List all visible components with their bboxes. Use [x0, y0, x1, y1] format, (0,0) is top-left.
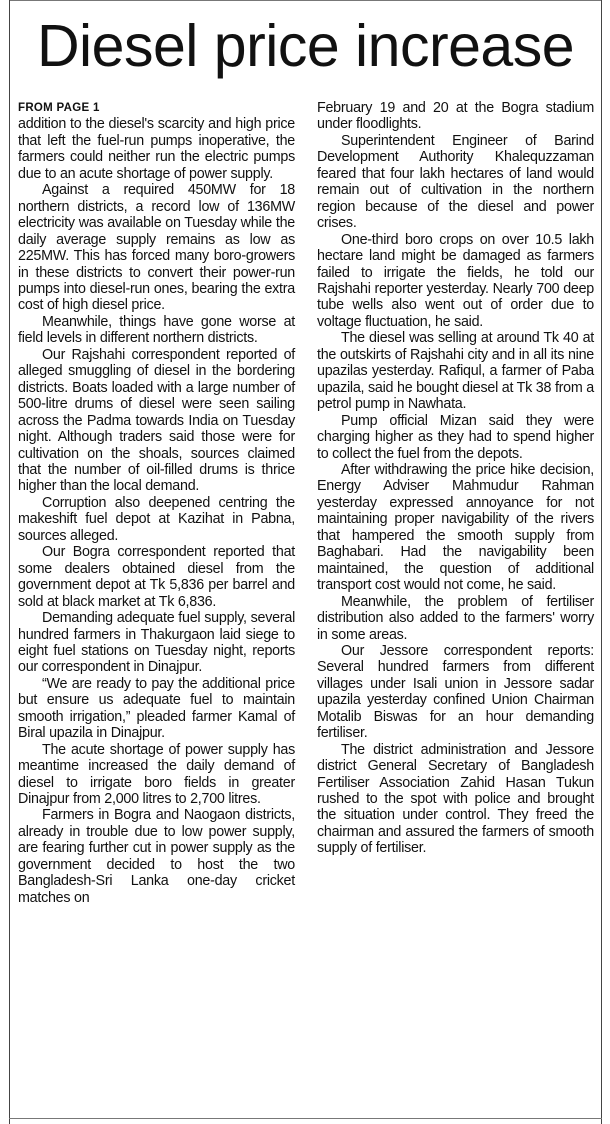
kicker: FROM PAGE 1 — [18, 102, 100, 114]
paragraph: Our Rajshahi correspondent reported of alleged smuggling of diesel in the bordering districts. Boats loaded with a large number of 500-litre drums of diesel were seen sailing across the Padma towards India on Tuesday night. Although traders said those were for cultivation on the shoals, sources claimed that the number of oil-filled drums is thrice higher than the local demand. — [18, 346, 295, 495]
paragraph: Pump official Mizan said they were charging higher as they had to spend higher to collect the fuel from the depots. — [317, 412, 594, 462]
paragraph: addition to the diesel's scarcity and high price that left the fuel-run pumps inoperative, the farmers could neither run the electric pumps due to an acute shortage of power supply. — [18, 116, 295, 182]
paragraph: The diesel was selling at around Tk 40 at the outskirts of Rajshahi city and in all its nine upazilas yesterday. Rafiqul, a farmer of Paba upazila, said he bought diesel at Tk 38 from a petrol pump in Nawhata. — [317, 330, 594, 413]
paragraph: Our Bogra correspondent reported that some dealers obtained diesel from the government depot at Tk 5,836 per barrel and sold at black market at Tk 6,836. — [18, 544, 295, 610]
paragraph: Meanwhile, the problem of fertiliser distribution also added to the farmers' worry in some areas. — [317, 593, 594, 643]
paragraph: Our Jessore correspondent reports: Several hundred farmers from different villages under Isali union in Jessore sadar upazila yesterday confined Union Chairman Motalib Biswas for an hour demanding fertiliser. — [317, 642, 594, 742]
right-column — [317, 100, 594, 857]
paragraph: Demanding adequate fuel supply, several hundred farmers in Thakurgaon laid siege to eight fuel stations on Tuesday night, reports our correspondent in Dinajpur. — [18, 610, 295, 676]
right-border — [601, 0, 602, 1124]
paragraph: Superintendent Engineer of Barind Development Authority Khalequzzaman feared that four lakh hectares of land would remain out of cultivation in the northern region because of the diesel and power crises. — [317, 132, 594, 232]
left-border — [9, 0, 10, 1124]
paragraph: Meanwhile, things have gone worse at field levels in different northern districts. — [18, 313, 295, 347]
paragraph: February 19 and 20 at the Bogra stadium under floodlights. — [317, 100, 594, 133]
paragraph: One-third boro crops on over 10.5 lakh hectare land might be damaged as farmers failed to irrigate the fields, he told our Rajshahi reporter yesterday. Nearly 700 deep tube wells also went out of order due to voltage fluctuation, he said. — [317, 231, 594, 330]
paragraph: Corruption also deepened centring the makeshift fuel depot at Kazihat in Pabna, sources alleged. — [18, 494, 295, 544]
paragraph: “We are ready to pay the additional price but ensure us adequate fuel to maintain smooth irrigation,” pleaded farmer Kamal of Biral upazila in Dinajpur. — [18, 675, 295, 742]
paragraph: The acute shortage of power supply has meantime increased the daily demand of diesel to irrigate boro fields in greater Dinajpur from 2,000 litres to 2,700 litres. — [18, 741, 295, 808]
paragraph: Against a required 450MW for 18 northern districts, a record low of 136MW electricity was available on Tuesday while the daily average supply remains as low as 225MW. This has forced many boro-growers in these districts to convert their power-run pumps into diesel-run ones, bearing the extra cost of high diesel price. — [18, 182, 295, 314]
top-border — [9, 0, 602, 1]
left-column — [18, 100, 295, 906]
paragraph: Farmers in Bogra and Naogaon districts, already in trouble due to low power supply, are fearing further cut in power supply as the government decided to host the two Bangladesh-Sri Lanka one-day cricket matches on — [18, 807, 295, 906]
paragraph: The district administration and Jessore district General Secretary of Bangladesh Fertiliser Association Zahid Hasan Tukun rushed to the spot with police and brought the situation under control. They freed the chairman and assured the farmers of smooth supply of fertiliser. — [317, 741, 594, 857]
bottom-border — [9, 1118, 602, 1119]
paragraph: After withdrawing the price hike decision, Energy Adviser Mahmudur Rahman yesterday expressed annoyance for not maintaining proper navigability of the rivers that hampered the smooth supply from Baghabari. Had the navigability been maintained, the question of additional transport cost would not come, he said. — [317, 461, 594, 594]
headline: Diesel price increase — [36, 13, 575, 79]
